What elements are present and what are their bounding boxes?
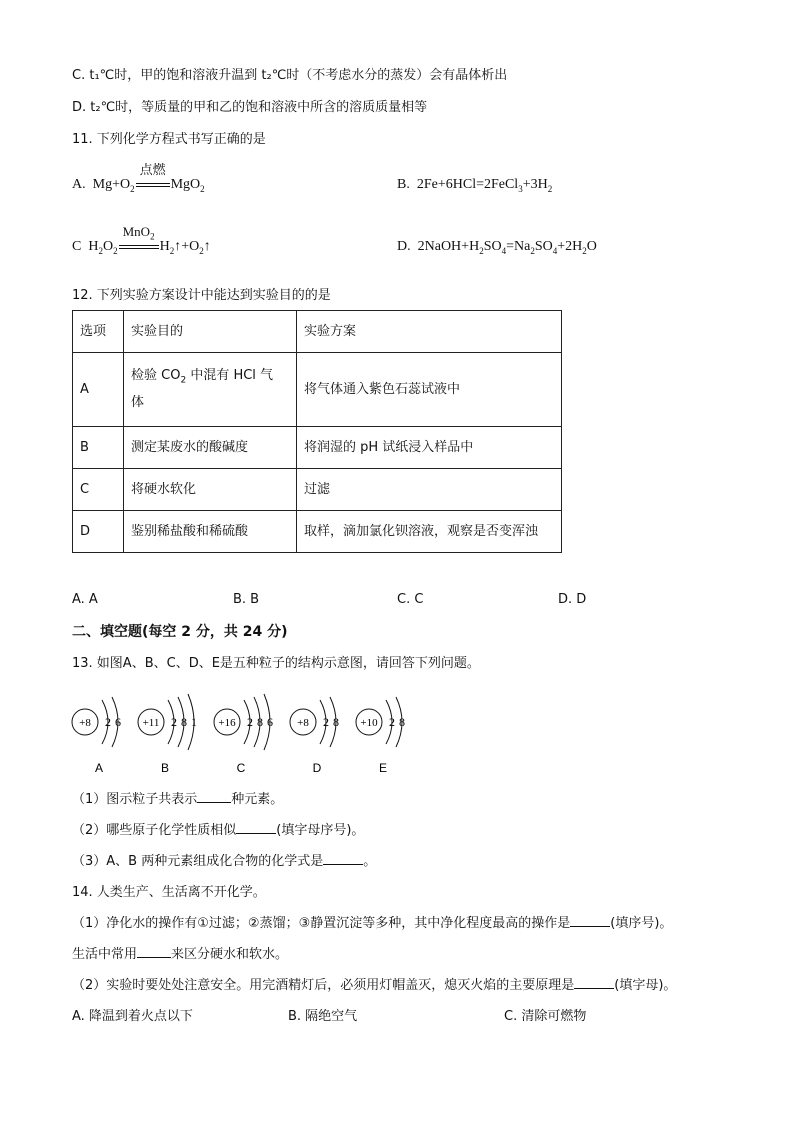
electron-count: 8 [181,715,187,729]
atom-diagram-A [72,697,121,775]
table-cell: 取样，滴加氯化钡溶液，观察是否变浑浊 [297,511,562,553]
electron-count: 2 [323,715,329,729]
answer-blank[interactable] [197,802,231,803]
table-row [73,427,562,469]
answer-blank[interactable] [574,988,614,989]
q12-stem: 12. 下列实验方案设计中能达到实验目的的是 [72,288,331,303]
electron-count: 2 [247,715,253,729]
electron-count: 2 [389,715,395,729]
q13-stem: 13. 如图A、B、C、D、E是五种粒子的结构示意图，请回答下列问题。 [72,656,480,671]
nuclear-charge: +16 [218,717,236,729]
atom-diagram-C [214,694,273,775]
table-cell: 过滤 [297,469,562,511]
q11-option-b: B. $2Fe+6HCl=2FeCl_3+3H_2$ [397,177,553,194]
section-title: 二、填空题(每空 2 分，共 24 分) [72,624,288,640]
q14-option-c: C. 清除可燃物 [504,1009,587,1024]
nuclear-charge: +8 [297,717,309,729]
q10-option-d: D. t₂℃时，等质量的甲和乙的饱和溶液中所含的溶质质量相等 [72,100,428,115]
atom-label: C [236,761,246,775]
atom-label: E [378,761,388,775]
q14-option-a: A. 降温到着火点以下 [72,1009,193,1024]
nuclear-charge: +11 [142,717,160,729]
electron-count: 8 [257,715,263,729]
atom-structure-diagrams [68,688,428,778]
q14-stem: 14. 人类生产、生活离不开化学。 [72,885,266,900]
answer-blank[interactable] [323,864,363,865]
answer-blank[interactable] [137,957,171,958]
atom-diagram-E [356,697,405,775]
q11-option-d: D. $2NaOH+H_2SO_4=Na_2SO_4+2H_2O$ [397,239,597,256]
experiment-table [72,310,562,553]
q11-option-a: A. $Mg+O_2$ 点燃 MgO$_2$ [72,162,205,194]
electron-count: 6 [115,715,121,729]
q12-option-a: A. A [72,592,98,607]
table-header: 实验方案 [297,311,562,353]
q13-sub2: （2）哪些原子化学性质相似 (填字母序号)。 [72,823,365,838]
electron-count: 1 [191,715,197,729]
atom-label: B [160,761,170,775]
answer-blank[interactable] [236,833,276,834]
table-cell: D [73,511,124,553]
q13-sub1: （1）图示粒子共表示 种元素。 [72,792,284,807]
q14-option-b: B. 隔绝空气 [288,1009,358,1024]
q10-option-c: C. t₁℃时，甲的饱和溶液升温到 t₂℃时（不考虑水分的蒸发）会有晶体析出 [72,68,508,83]
electron-count: 8 [399,715,405,729]
table-row [73,469,562,511]
q13-sub3: （3）A、B 两种元素组成化合物的化学式是 。 [72,854,377,869]
electron-count: 2 [171,715,177,729]
q11-option-c: C $H_2O_2$ MnO$_2$ $H_2↑+O_2↑$ [72,224,211,256]
table-cell: A [73,353,124,427]
q14-sub1: （1）净化水的操作有①过滤；②蒸馏；③静置沉淀等多种，其中净化程度最高的操作是 (填序号)。 [72,916,673,931]
atom-diagram-D [290,697,339,775]
electron-count: 2 [105,715,111,729]
table-cell: 鉴别稀盐酸和稀硫酸 [124,511,297,553]
table-row [73,353,562,427]
table-cell: 将硬水软化 [124,469,297,511]
electron-count: 6 [267,715,273,729]
q12-option-d: D. D [558,592,587,607]
table-header-row [73,311,562,353]
electron-count: 8 [333,715,339,729]
table-cell: 将润湿的 pH 试纸浸入样品中 [297,427,562,469]
atom-label: D [312,761,322,775]
q12-option-b: B. B [233,592,260,607]
answer-blank[interactable] [570,926,610,927]
reaction-condition-arrow: 点燃 [135,176,171,194]
table-cell: B [73,427,124,469]
nuclear-charge: +10 [360,717,378,729]
table-cell: 将气体通入紫色石蕊试液中 [297,353,562,427]
table-header: 实验目的 [124,311,297,353]
atom-label: A [94,761,104,775]
table-row [73,511,562,553]
q14-sub2: （2）实验时要处处注意安全。用完酒精灯后，必须用灯帽盖灭，熄灭火焰的主要原理是 (填字母)。 [72,978,677,993]
q12-option-c: C. C [397,592,424,607]
atom-diagram-B [138,694,197,775]
table-cell: C [73,469,124,511]
reaction-condition-arrow: MnO$_2$ [118,238,160,256]
nuclear-charge: +8 [79,717,91,729]
q11-stem: 11. 下列化学方程式书写正确的是 [72,132,266,147]
table-cell: 测定某废水的酸碱度 [124,427,297,469]
q14-sub1-cont: 生活中常用 来区分硬水和软水。 [72,947,289,962]
table-header: 选项 [73,311,124,353]
table-cell: 检验 $CO_2$ 中混有 HCl 气 体 [124,353,297,427]
